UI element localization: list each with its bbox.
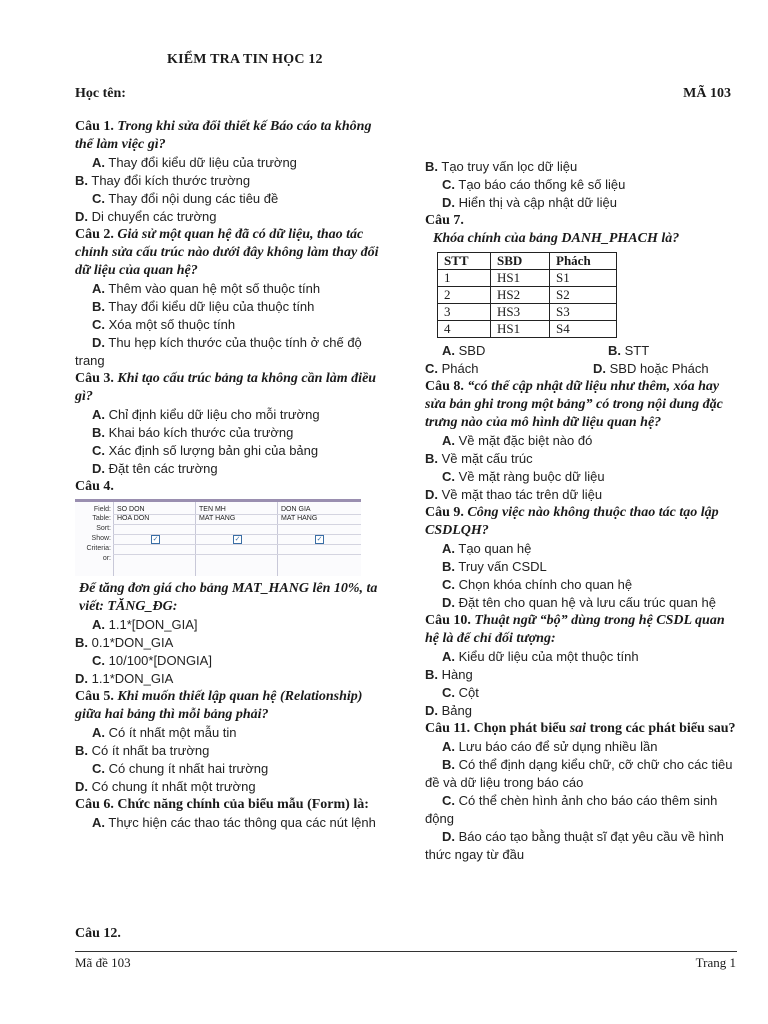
question-text: Khi muốn thiết lập quan hệ (Relationship) giữa hai bảng thì mỗi bảng phải? [75,689,363,722]
query-design-grid [75,499,361,576]
show-checkbox[interactable]: ✓ [316,535,323,543]
option-b: B. Về mặt cấu trúc [425,451,533,466]
option-a: A. Kiểu dữ liệu của một thuộc tính [442,649,639,664]
option-a: A. Về mặt đặc biệt nào đó [442,433,593,448]
option-b: B. Thay đổi kích thước trường [75,173,251,188]
option-c: C. Có thể chèn hình ảnh cho báo cáo thêm sinh động [425,793,718,826]
question-2 [75,226,391,370]
option-d: D. SBD hoặc Phách [593,361,709,376]
question-number: Câu 3. [75,371,114,386]
option-c: C. Cột [442,685,479,700]
option-c: C. Xác định số lượng bản ghi của bảng [92,443,319,458]
question-6-continued [425,158,740,212]
question-text: Câu 11. Chọn phát biểu sai trong các phát biểu sau? [425,721,736,736]
table-row: 1 HS1 S1 [438,270,617,287]
grid-row-label: Criteria: [86,545,111,552]
option-b: B. Khai báo kích thước của trường [92,425,294,440]
table-row: 3 HS3 S3 [438,304,617,321]
option-b: B. STT [608,343,650,358]
option-c: C. Về mặt ràng buộc dữ liệu [442,469,605,484]
question-text: Chức năng chính của biểu mẫu (Form) là: [117,797,369,812]
question-number: Câu 8. [425,379,464,394]
grid-field: SO DON [117,506,145,513]
question-number: Câu 10. [425,613,471,628]
option-c: C. Thay đổi nội dung các tiêu đề [92,191,279,206]
question-7 [425,212,740,378]
question-1 [75,118,391,226]
option-c: C. Có chung ít nhất hai trường [92,761,269,776]
show-checkbox[interactable]: ✓ [152,535,159,543]
footer-divider [75,951,737,952]
grid-table: MAT HANG [281,515,318,522]
option-d: D. Báo cáo tạo bằng thuật sĩ đạt yêu cầu về hình thức ngay từ đầu [425,829,724,862]
option-d: D. Thu hẹp kích thước của thuộc tính ở chế độ trang [75,335,362,368]
option-c: C. Chọn khóa chính cho quan hệ [442,577,633,592]
question-number: Câu 9. [425,505,464,520]
option-b: B. Thay đổi kiểu dữ liệu của thuộc tính [92,299,315,314]
option-b: B. Có thể định dạng kiểu chữ, cỡ chữ cho các tiêu đề và dữ liệu trong báo cáo [425,757,733,790]
option-d: D. Có chung ít nhất một trường [75,779,256,794]
option-a: A. Có ít nhất một mẫu tin [92,725,237,740]
question-10 [425,612,740,720]
option-a: A. SBD [442,343,486,358]
page-title: KIỂM TRA TIN HỌC 12 [167,52,323,67]
footer-exam-code: Mã đề 103 [75,955,131,970]
option-a: A. Thay đổi kiểu dữ liệu của trường [92,155,297,170]
option-b: B. Hàng [425,667,473,682]
name-label: Học tên: [75,86,126,101]
table-header-row [438,253,617,270]
grid-row-label: Field: [93,506,111,513]
question-text: Khóa chính của bảng DANH_PHACH là? [433,231,680,246]
option-b: B. Tạo truy vấn lọc dữ liệu [425,159,578,174]
question-number: Câu 1. [75,119,114,134]
question-5 [75,688,391,796]
question-text: Để tăng đơn giá cho bảng MAT_HANG lên 10%, ta viết: TĂNG_ĐG: [79,581,378,614]
question-text: Giả sử một quan hệ đã có dữ liệu, thao tác chỉnh sửa cấu trúc nào dưới đây không làm thay đổi dữ liệu của quan hệ? [75,227,379,278]
left-column [75,118,391,832]
option-a: A. Chỉ định kiểu dữ liệu cho mỗi trường [92,407,320,422]
grid-row-label: or: [102,555,111,562]
question-text: Thuật ngữ “bộ” dùng trong hệ CSDL quan hệ là để chỉ đối tượng: [425,613,725,646]
option-d: D. 1.1*DON_GIA [75,671,174,686]
option-c: C. Xóa một số thuộc tính [92,317,236,332]
option-d: D. Đặt tên cho quan hệ và lưu cấu trúc quan hệ [442,595,716,610]
option-b: B. Có ít nhất ba trường [75,743,210,758]
grid-row-label: Sort: [96,525,111,532]
option-a: A. Thêm vào quan hệ một số thuộc tính [92,281,321,296]
right-column [425,158,740,864]
grid-row-label: Table: [92,515,111,522]
danh-phach-table [437,252,617,338]
question-number: Câu 2. [75,227,114,242]
question-text: Trong khi sửa đổi thiết kế Báo cáo ta không thể làm việc gì? [75,119,372,152]
column-header: Phách [550,253,617,270]
question-4 [75,478,391,688]
grid-row-label: Show: [91,535,111,542]
footer-page-number: Trang 1 [695,955,736,970]
option-d: D. Di chuyển các trường [75,209,217,224]
grid-table: MAT HANG [199,515,236,522]
option-c: C. Tạo báo cáo thống kê số liệu [442,177,626,192]
question-number: Câu 5. [75,689,114,704]
question-number: Câu 7. [425,213,464,228]
option-d: D. Đặt tên các trường [92,461,218,476]
option-a: A. Thực hiện các thao tác thông qua các nút lệnh [92,815,376,830]
column-header: STT [438,253,491,270]
option-a: A. Tạo quan hệ [442,541,532,556]
show-checkbox[interactable]: ✓ [234,535,241,543]
table-row: 4 HS1 S4 [438,321,617,338]
question-3 [75,370,391,478]
option-d: D. Bảng [425,703,472,718]
table-row: 2 HS2 S2 [438,287,617,304]
option-b: B. 0.1*DON_GIA [75,635,174,650]
question-12-label: Câu 12. [75,926,121,941]
column-header: SBD [491,253,550,270]
grid-field: DON GIA [281,506,311,513]
question-11 [425,720,740,864]
question-9 [425,504,740,612]
question-number: Câu 4. [75,479,114,494]
option-a: A. 1.1*[DON_GIA] [92,617,198,632]
question-text: “có thể cập nhật dữ liệu như thêm, xóa hay sửa bản ghi trong một bảng” có trong nội dung đặc trưng nào của mô hình dữ liệu quan hệ? [425,379,723,430]
question-text: Khi tạo cấu trúc bảng ta không cần làm điều gì? [75,371,377,404]
question-number: Câu 6. [75,797,114,812]
grid-table: HOA DON [117,515,150,522]
question-6 [75,796,391,832]
option-c: C. Phách [425,361,479,376]
option-a: A. Lưu báo cáo để sử dụng nhiều lần [442,739,658,754]
option-b: B. Truy vấn CSDL [442,559,547,574]
question-8 [425,378,740,504]
option-d: D. Về mặt thao tác trên dữ liệu [425,487,603,502]
question-text: Công việc nào không thuộc thao tác tạo lập CSDLQH? [425,505,719,538]
grid-field: TEN MH [199,506,226,513]
option-d: D. Hiển thị và cập nhật dữ liệu [442,195,617,210]
exam-code: MÃ 103 [683,86,731,101]
option-c: C. 10/100*[DONGIA] [92,653,212,668]
